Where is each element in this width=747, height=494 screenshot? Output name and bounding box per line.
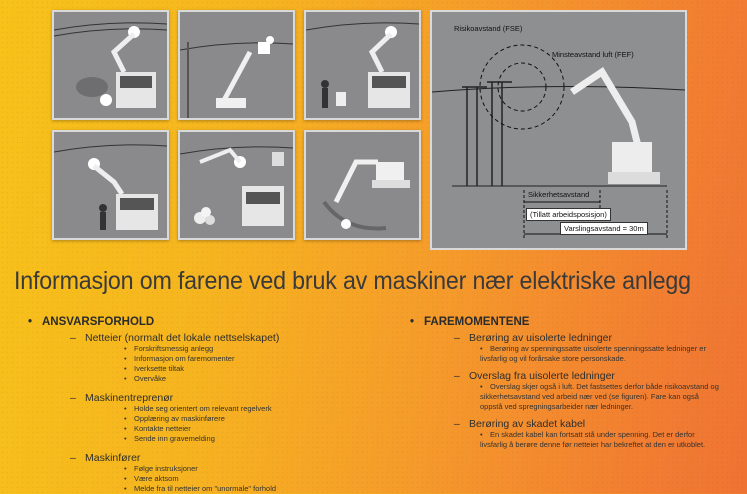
fse-label: Risikoavstand (FSE) xyxy=(454,24,523,33)
paragraph: • Berøring av spenningssatte uisolerte spenningssatte ledninger er livsfarlig og vil forårsake store personskade. xyxy=(480,344,706,363)
list-item: • Melde fra til netteier om "unormale" forhold xyxy=(124,484,277,493)
page-title: Informasjon om farene ved bruk av maskiner nær elektriske anlegg xyxy=(14,267,691,295)
list-item: • Kontakte netteier xyxy=(124,424,191,433)
group-title: – Netteier (normalt det lokale nettselskapet) xyxy=(70,332,280,344)
section-heading: • ANSVARSFORHOLD xyxy=(28,316,155,328)
illustration-loader-truck-rocks xyxy=(178,130,295,240)
list-item: • Følge instruksjoner xyxy=(124,464,198,473)
group-title: – Maskinfører xyxy=(70,452,141,464)
group-title: – Overslag fra uisolerte ledninger xyxy=(454,370,615,382)
paragraph: • En skadet kabel kan fortsatt stå under spenning. Det er derfor livsfarlig å berøre denne før netteier har bekreftet at den er utkoblet. xyxy=(480,430,706,449)
illustration-crane-truck-person xyxy=(52,130,169,240)
warning-distance-label: Varslingsavstand = 30m xyxy=(560,222,648,235)
section-heading: • FAREMOMENTENE xyxy=(410,316,530,328)
list-item: • Informasjon om faremomenter xyxy=(124,354,235,363)
fef-label: Minsteavstand luft (FEF) xyxy=(552,50,634,59)
allowed-position-label: (Tillatt arbeidsposisjon) xyxy=(526,208,611,221)
safety-distance-diagram xyxy=(430,10,687,250)
list-item: • Iverksette tiltak xyxy=(124,364,185,373)
list-item: • Være aktsom xyxy=(124,474,179,483)
responsibility-section xyxy=(28,316,388,494)
list-item: • Overvåke xyxy=(124,374,167,383)
list-item: • Forskriftsmessig anlegg xyxy=(124,344,214,353)
list-item: • Holde seg orientert om relevant regelverk xyxy=(124,404,272,413)
illustration-lift-platform-line xyxy=(178,10,295,120)
group-title: – Berøring av uisolerte ledninger xyxy=(454,332,612,344)
list-item: • Sende inn gravemelding xyxy=(124,434,215,443)
list-item: • Opplæring av maskinførere xyxy=(124,414,225,423)
safety-distance-label: Sikkerhetsavstand xyxy=(528,190,590,199)
hazards-section xyxy=(410,316,740,450)
illustration-excavator-cable xyxy=(304,130,421,240)
illustration-crane-truck-fire xyxy=(52,10,169,120)
group-title: – Maskinentreprenør xyxy=(70,392,174,404)
paragraph: • Overslag skjer også i luft. Det fastsettes derfor både risikoavstand og sikkerhetsavstand ved arbeid nær ved (se figuren). Fare kan også oppstå ved spregningsarbeider nær ledninger. xyxy=(480,382,719,411)
group-title: – Berøring av skadet kabel xyxy=(454,418,586,430)
illustration-crane-truck-workers xyxy=(304,10,421,120)
